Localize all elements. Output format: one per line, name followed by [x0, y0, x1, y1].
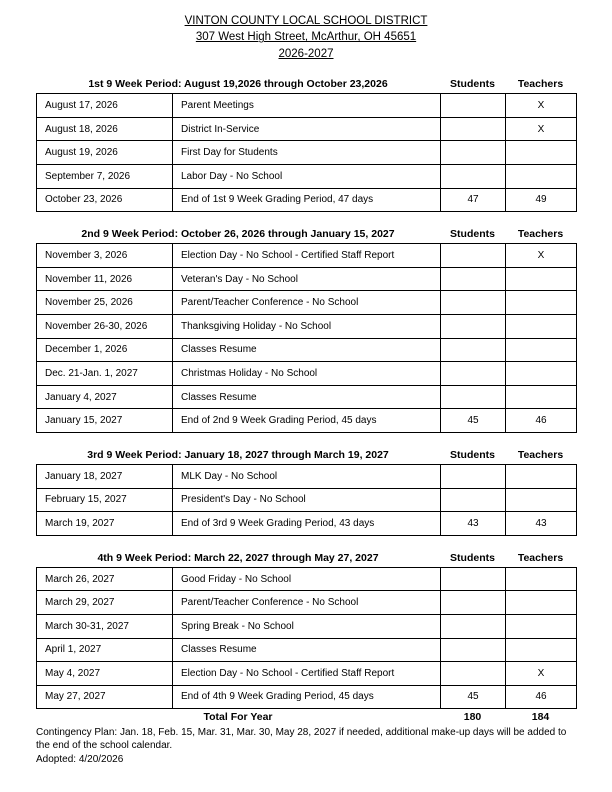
date-cell: November 26-30, 2026	[37, 314, 173, 338]
event-cell: Classes Resume	[173, 638, 441, 662]
period-table	[36, 243, 577, 433]
date-cell: March 26, 2027	[37, 567, 173, 591]
students-cell	[441, 662, 506, 686]
students-cell	[441, 141, 506, 165]
students-column-header: Students	[450, 551, 495, 564]
table-row	[37, 512, 577, 536]
students-column-header: Students	[450, 78, 495, 91]
students-cell	[441, 117, 506, 141]
date-cell: November 3, 2026	[37, 244, 173, 268]
period-table-body	[37, 94, 577, 212]
students-cell	[441, 385, 506, 409]
table-row	[37, 662, 577, 686]
table-row	[37, 188, 577, 212]
students-cell	[441, 244, 506, 268]
table-row	[37, 685, 577, 709]
event-cell: End of 2nd 9 Week Grading Period, 45 days	[173, 409, 441, 433]
date-cell: October 23, 2026	[37, 188, 173, 212]
period-section	[36, 79, 576, 212]
teachers-cell	[506, 464, 577, 488]
event-cell: Christmas Holiday - No School	[173, 362, 441, 386]
teachers-cell: X	[506, 94, 577, 118]
teachers-cell	[506, 165, 577, 189]
teachers-cell: X	[506, 117, 577, 141]
date-cell: March 30-31, 2027	[37, 614, 173, 638]
teachers-cell	[506, 614, 577, 638]
date-cell: April 1, 2027	[37, 638, 173, 662]
date-cell: Dec. 21-Jan. 1, 2027	[37, 362, 173, 386]
date-cell: August 19, 2026	[37, 141, 173, 165]
students-column-header: Students	[450, 448, 495, 461]
teachers-cell: 43	[506, 512, 577, 536]
teachers-column-header: Teachers	[517, 448, 564, 461]
period-section	[36, 450, 576, 536]
calendar-sections	[36, 79, 576, 709]
students-cell: 43	[441, 512, 506, 536]
period-section	[36, 553, 576, 710]
event-cell: Parent/Teacher Conference - No School	[173, 591, 441, 615]
students-cell	[441, 638, 506, 662]
period-header	[36, 553, 576, 564]
contingency-plan-note: Contingency Plan: Jan. 18, Feb. 15, Mar. 31, Mar. 30, May 28, 2027 if needed, additional make-up days will be added to the end of the school calendar.	[36, 727, 567, 752]
period-section	[36, 229, 576, 433]
event-cell: Veteran's Day - No School	[173, 267, 441, 291]
date-cell: February 15, 2027	[37, 488, 173, 512]
students-column-header: Students	[450, 228, 495, 241]
students-cell	[441, 291, 506, 315]
teachers-cell	[506, 591, 577, 615]
table-row	[37, 464, 577, 488]
teachers-cell	[506, 141, 577, 165]
students-cell	[441, 591, 506, 615]
date-cell: May 27, 2027	[37, 685, 173, 709]
date-cell: January 4, 2027	[37, 385, 173, 409]
date-cell: November 25, 2026	[37, 291, 173, 315]
total-label: Total For Year	[203, 711, 273, 724]
table-row	[37, 94, 577, 118]
event-cell: MLK Day - No School	[173, 464, 441, 488]
event-cell: Election Day - No School - Certified Staff Report	[173, 244, 441, 268]
period-header	[36, 79, 576, 90]
date-cell: January 18, 2027	[37, 464, 173, 488]
period-table	[36, 464, 577, 536]
event-cell: Thanksgiving Holiday - No School	[173, 314, 441, 338]
students-cell	[441, 488, 506, 512]
table-row	[37, 362, 577, 386]
period-table-body	[37, 244, 577, 433]
teachers-cell: X	[506, 244, 577, 268]
teachers-cell: 46	[506, 685, 577, 709]
students-cell	[441, 165, 506, 189]
event-cell: District In-Service	[173, 117, 441, 141]
total-teachers-value: 184	[531, 711, 550, 724]
teachers-column-header: Teachers	[517, 228, 564, 241]
table-row	[37, 267, 577, 291]
teachers-cell	[506, 314, 577, 338]
period-table	[36, 93, 577, 212]
table-row	[37, 488, 577, 512]
event-cell: End of 4th 9 Week Grading Period, 45 days	[173, 685, 441, 709]
teachers-cell	[506, 267, 577, 291]
period-title: 1st 9 Week Period: August 19,2026 through October 23,2026	[88, 78, 388, 91]
table-row	[37, 591, 577, 615]
table-row	[37, 567, 577, 591]
event-cell: Parent/Teacher Conference - No School	[173, 291, 441, 315]
table-row	[37, 614, 577, 638]
teachers-cell	[506, 291, 577, 315]
students-cell	[441, 362, 506, 386]
date-cell: August 17, 2026	[37, 94, 173, 118]
adopted-date: Adopted: 4/20/2026	[36, 754, 124, 766]
event-cell: Good Friday - No School	[173, 567, 441, 591]
students-cell	[441, 614, 506, 638]
teachers-cell: X	[506, 662, 577, 686]
period-header	[36, 450, 576, 461]
students-cell	[441, 464, 506, 488]
table-row	[37, 638, 577, 662]
students-cell	[441, 314, 506, 338]
event-cell: Labor Day - No School	[173, 165, 441, 189]
event-cell: Election Day - No School - Certified Staff Report	[173, 662, 441, 686]
period-title: 3rd 9 Week Period: January 18, 2027 through March 19, 2027	[87, 448, 389, 461]
students-cell	[441, 94, 506, 118]
period-table	[36, 567, 577, 710]
table-row	[37, 409, 577, 433]
table-row	[37, 165, 577, 189]
date-cell: March 19, 2027	[37, 512, 173, 536]
event-cell: End of 3rd 9 Week Grading Period, 43 days	[173, 512, 441, 536]
teachers-cell	[506, 362, 577, 386]
district-name: VINTON COUNTY LOCAL SCHOOL DISTRICT	[184, 15, 428, 27]
teachers-cell	[506, 338, 577, 362]
teachers-column-header: Teachers	[517, 551, 564, 564]
table-row	[37, 338, 577, 362]
event-cell: Classes Resume	[173, 385, 441, 409]
total-for-year-row	[36, 711, 576, 723]
students-cell: 45	[441, 409, 506, 433]
period-table-body	[37, 567, 577, 709]
teachers-column-header: Teachers	[517, 78, 564, 91]
teachers-cell: 49	[506, 188, 577, 212]
teachers-cell	[506, 638, 577, 662]
students-cell: 47	[441, 188, 506, 212]
event-cell: End of 1st 9 Week Grading Period, 47 days	[173, 188, 441, 212]
date-cell: May 4, 2027	[37, 662, 173, 686]
table-row	[37, 314, 577, 338]
date-cell: March 29, 2027	[37, 591, 173, 615]
period-title: 4th 9 Week Period: March 22, 2027 through May 27, 2027	[97, 551, 379, 564]
table-row	[37, 291, 577, 315]
teachers-cell	[506, 488, 577, 512]
date-cell: November 11, 2026	[37, 267, 173, 291]
date-cell: January 15, 2027	[37, 409, 173, 433]
students-cell: 45	[441, 685, 506, 709]
date-cell: September 7, 2026	[37, 165, 173, 189]
event-cell: President's Day - No School	[173, 488, 441, 512]
table-row	[37, 244, 577, 268]
school-year: 2026-2027	[278, 47, 334, 60]
students-cell	[441, 567, 506, 591]
table-row	[37, 117, 577, 141]
teachers-cell	[506, 567, 577, 591]
event-cell: First Day for Students	[173, 141, 441, 165]
students-cell	[441, 267, 506, 291]
teachers-cell	[506, 385, 577, 409]
table-row	[37, 141, 577, 165]
table-row	[37, 385, 577, 409]
district-address: 307 West High Street, McArthur, OH 45651	[195, 31, 417, 44]
document-header	[36, 13, 576, 62]
period-header	[36, 229, 576, 240]
students-cell	[441, 338, 506, 362]
total-students-value: 180	[463, 711, 482, 724]
date-cell: December 1, 2026	[37, 338, 173, 362]
date-cell: August 18, 2026	[37, 117, 173, 141]
teachers-cell: 46	[506, 409, 577, 433]
event-cell: Classes Resume	[173, 338, 441, 362]
event-cell: Spring Break - No School	[173, 614, 441, 638]
period-title: 2nd 9 Week Period: October 26, 2026 through January 15, 2027	[81, 228, 395, 241]
event-cell: Parent Meetings	[173, 94, 441, 118]
period-table-body	[37, 464, 577, 535]
